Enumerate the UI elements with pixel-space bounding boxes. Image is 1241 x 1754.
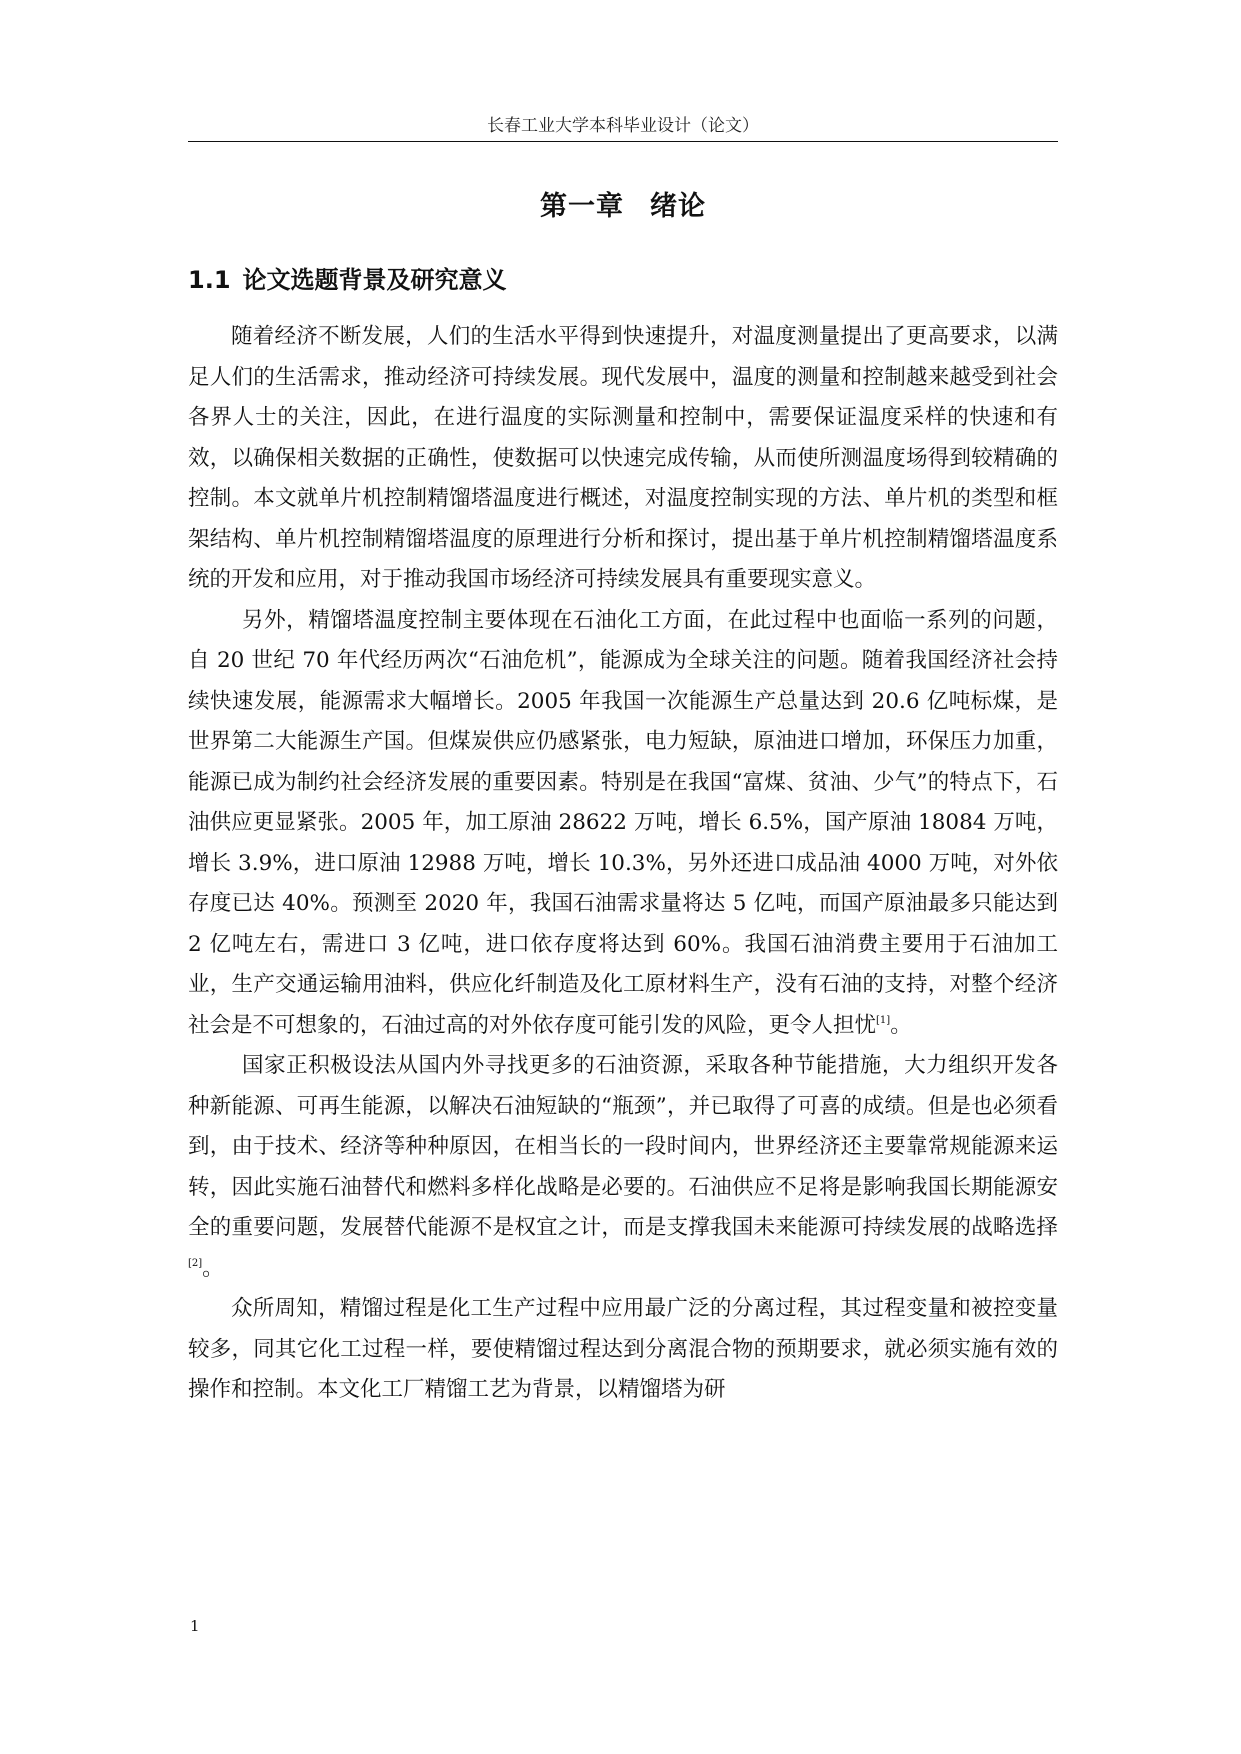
header-divider <box>188 141 1058 142</box>
paragraph-text: 国家正积极设法从国内外寻找更多的石油资源，采取各种节能措施，大力组织开发各种新能源、可再生能源，以解决石油短缺的“瓶颈”，并已取得了可喜的成绩。但是也必须看到，由于技术、经济等种种原因，在相当长的一段时间内，世界经济还主要靠常规能源来运转，因此实施石油替代和燃料多样化战略是必要的。石油供应不足将是影响我国长期能源安全的重要问题，发展替代能源不是权宜之计，而是支撑我国未来能源可持续发展的战略选择 <box>188 1053 1058 1240</box>
section-number: 1.1 <box>188 266 231 294</box>
paragraph-2 <box>188 601 1058 1047</box>
paragraph-1 <box>188 317 1058 601</box>
running-header: 长春工业大学本科毕业设计（论文） <box>487 116 759 136</box>
paragraph-3 <box>188 1046 1058 1289</box>
paragraph-4 <box>188 1289 1058 1411</box>
paragraph-tail: 。 <box>890 1012 912 1038</box>
citation-marker: [1] <box>876 1014 891 1026</box>
body-text <box>188 317 1058 1411</box>
section-name: 论文选题背景及研究意义 <box>242 266 507 294</box>
paragraph-text: 另外，精馏塔温度控制主要体现在石油化工方面，在此过程中也面临一系列的问题，自 20 世纪 70 年代经历两次“石油危机”，能源成为全球关注的问题。随着我国经济社会持续快速发展，能源需求大幅增长。2005 年我国一次能源生产总量达到 20.6 亿吨标煤，是世界第二大能源生产国。但煤炭供应仍感紧张，电力短缺，原油进口增加，环保压力加重，能源已成为制约社会经济发展的重要因素。特别是在我国“富煤、贫油、少气”的特点下，石油供应更显紧张。2005 年，加工原油 28622 万吨，增长 6.5%，国产原油 18084 万吨，增长 3.9%，进口原油 12988 万吨，增长 10.3%，另外还进口成品油 4000 万吨，对外依存度已达 40%。预测至 2020 年，我国石油需求量将达 5 亿吨，而国产原油最多只能达到 2 亿吨左右，需进口 3 亿吨，进口依存度将达到 60%。我国石油消费主要用于石油加工业，生产交通运输用油料，供应化纤制造及化工原材料生产，没有石油的支持，对整个经济社会是不可想象的，石油过高的对外依存度可能引发的风险，更令人担忧 <box>188 607 1058 1038</box>
page-number: 1 <box>190 1617 200 1635</box>
paragraph-tail: 。 <box>202 1255 224 1281</box>
paragraph-text: 随着经济不断发展，人们的生活水平得到快速提升，对温度测量提出了更高要求，以满足人们的生活需求，推动经济可持续发展。现代发展中，温度的测量和控制越来越受到社会各界人士的关注，因此，在进行温度的实际测量和控制中，需要保证温度采样的快速和有效，以确保相关数据的正确性，使数据可以快速完成传输，从而使所测温度场得到较精确的控制。本文就单片机控制精馏塔温度进行概述，对温度控制实现的方法、单片机的类型和框架结构、单片机控制精馏塔温度的原理进行分析和探讨，提出基于单片机控制精馏塔温度系统的开发和应用，对于推动我国市场经济可持续发展具有重要现实意义。 <box>188 324 1058 592</box>
section-heading <box>188 260 1058 300</box>
paragraph-text: 众所周知，精馏过程是化工生产过程中应用最广泛的分离过程，其过程变量和被控变量较多，同其它化工过程一样，要使精馏过程达到分离混合物的预期要求，就必须实施有效的操作和控制。本文化工厂精馏工艺为背景，以精馏塔为研 <box>188 1296 1058 1402</box>
chapter-name: 绪论 <box>650 191 706 222</box>
chapter-label: 第一章 <box>540 191 624 222</box>
citation-marker: [2] <box>188 1257 203 1269</box>
chapter-title <box>188 186 1058 228</box>
